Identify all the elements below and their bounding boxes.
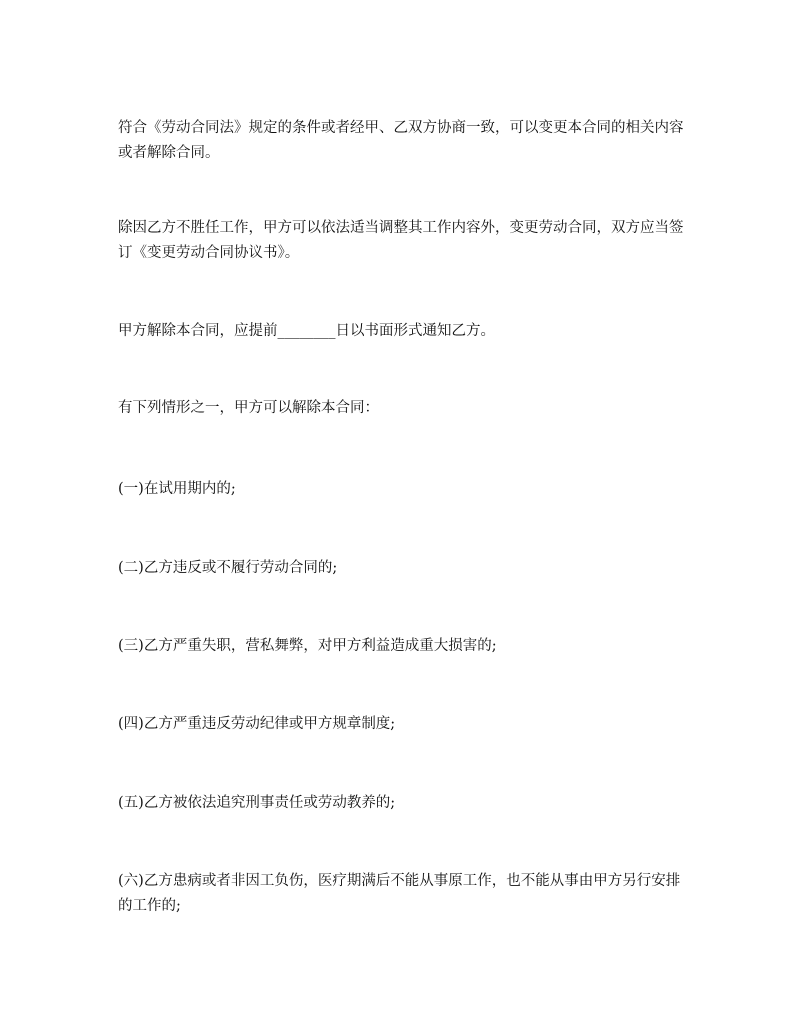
paragraph-termination-conditions: 有下列情形之一，甲方可以解除本合同： <box>118 400 379 416</box>
paragraph-contract-change: 符合《劳动合同法》规定的条件或者经甲、乙双方协商一致，可以变更本合同的相关内容或者解除合同。 <box>118 120 684 161</box>
list-item-3: (三)乙方严重失职，营私舞弊，对甲方利益造成重大损害的; <box>118 638 497 654</box>
list-item-6: (六)乙方患病或者非因工负伤，医疗期满后不能从事原工作，也不能从事由甲方另行安排的工作的; <box>118 873 681 914</box>
paragraph-notice-period: 甲方解除本合同，应提前________日以书面形式通知乙方。 <box>118 323 495 339</box>
list-item-1: (一)在试用期内的; <box>118 481 236 497</box>
list-item-2: (二)乙方违反或不履行劳动合同的; <box>118 560 338 576</box>
list-item-4: (四)乙方严重违反劳动纪律或甲方规章制度; <box>118 716 396 732</box>
paragraph-change-agreement: 除因乙方不胜任工作，甲方可以依法适当调整其工作内容外，变更劳动合同，双方应当签订《变更劳动合同协议书》。 <box>118 220 684 261</box>
list-item-5: (五)乙方被依法追究刑事责任或劳动教养的; <box>118 795 396 811</box>
